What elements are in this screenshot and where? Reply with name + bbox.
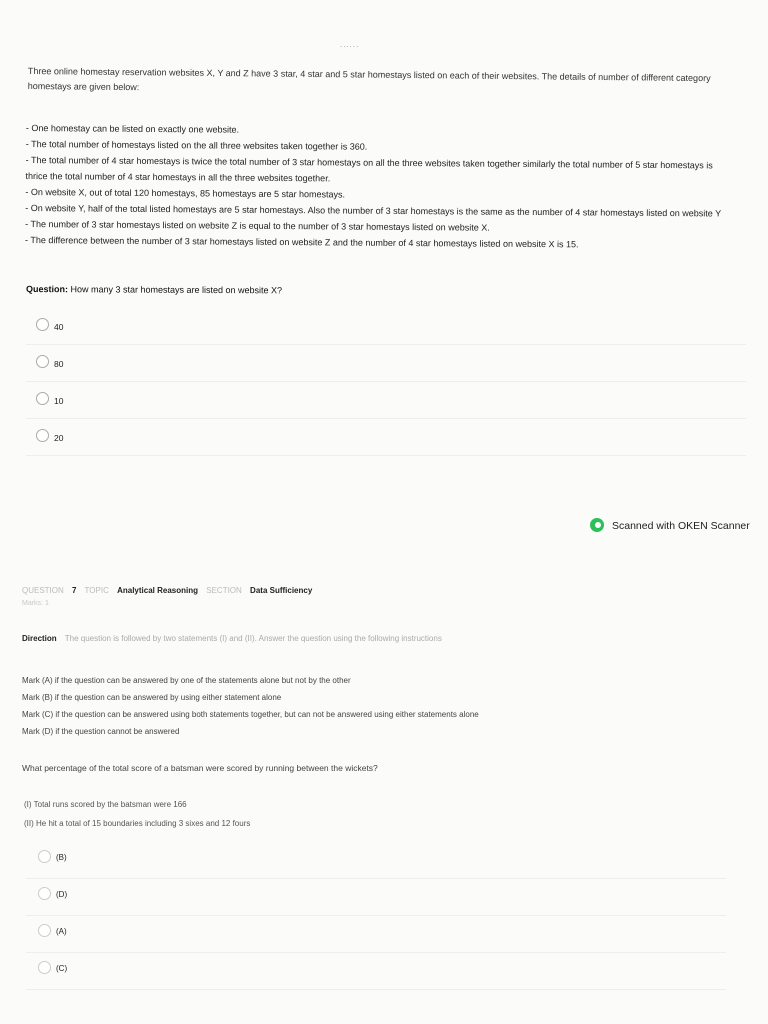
answer-options-2 xyxy=(26,842,726,990)
condition-item: - On website Y, half of the total listed homestays are 5 star homestays. Also the number of 3 star homestays is the same as the number of 4 star homestays listed on website Y xyxy=(25,202,722,219)
marking-rule: Mark (C) if the question can be answered using both statements together, but can not be answered using either statements alone xyxy=(22,710,479,719)
meta-question-label: QUESTION xyxy=(22,586,64,595)
conditions-list xyxy=(25,120,746,254)
answer-option[interactable] xyxy=(26,879,726,916)
meta-section: Data Sufficiency xyxy=(250,586,313,595)
scanner-text: Scanned with OKEN Scanner xyxy=(612,520,750,532)
scanner-watermark xyxy=(590,518,750,534)
radio-button[interactable] xyxy=(38,887,51,900)
answer-option[interactable] xyxy=(26,916,726,953)
marking-rule: Mark (B) if the question can be answered by using either statement alone xyxy=(22,693,282,702)
condition-item: - The total number of homestays listed on the all three websites taken together is 360. xyxy=(25,138,368,152)
marks-label: Marks: 1 xyxy=(22,600,49,607)
top-dots: ...... xyxy=(340,40,360,49)
condition-item: thrice the total number of 4 star homestays in all the three websites together. xyxy=(25,170,331,184)
question-label: Question: xyxy=(25,284,68,295)
option-label: 80 xyxy=(54,359,64,369)
answer-option[interactable] xyxy=(26,345,746,382)
meta-question-number: 7 xyxy=(72,586,77,595)
marking-rule: Mark (D) if the question cannot be answered xyxy=(22,727,180,736)
radio-button[interactable] xyxy=(38,850,51,863)
direction-label: Direction xyxy=(22,634,57,643)
option-label: 10 xyxy=(54,396,64,406)
answer-option[interactable] xyxy=(26,419,746,456)
option-label: 40 xyxy=(54,322,64,332)
radio-button[interactable] xyxy=(36,392,49,405)
question-meta xyxy=(22,586,318,595)
radio-button[interactable] xyxy=(38,961,51,974)
radio-button[interactable] xyxy=(36,355,49,368)
question-2: What percentage of the total score of a batsman were scored by running between the wickets? xyxy=(22,763,378,773)
direction-text: The question is followed by two statements (I) and (II). Answer the question using the following instructions xyxy=(64,634,442,643)
meta-topic-label: TOPIC xyxy=(84,586,109,595)
radio-button[interactable] xyxy=(38,924,51,937)
question-text: How many 3 star homestays are listed on website X? xyxy=(70,284,283,296)
option-label: (C) xyxy=(56,964,68,973)
option-label: (D) xyxy=(56,890,68,899)
statements xyxy=(24,795,250,833)
option-label: 20 xyxy=(54,433,64,443)
statement: (II) He hit a total of 15 boundaries including 3 sixes and 12 fours xyxy=(24,819,251,828)
radio-button[interactable] xyxy=(36,318,49,331)
condition-item: - The total number of 4 star homestays is twice the total number of 3 star homestays on all the three websites taken together similarly the total number of 5 star homestays is xyxy=(25,154,713,171)
direction xyxy=(22,634,442,643)
question-1 xyxy=(26,284,282,295)
intro-line: Three online homestay reservation websites X, Y and Z have 3 star, 4 star and 5 star homestays listed on each of their websites. The details of number of different category xyxy=(27,65,711,84)
intro-line: homestays are given below: xyxy=(27,80,140,93)
answer-option[interactable] xyxy=(26,308,746,345)
marking-rule: Mark (A) if the question can be answered by one of the statements alone but not by the other xyxy=(22,676,351,685)
answer-option[interactable] xyxy=(26,953,726,990)
answer-option[interactable] xyxy=(26,842,726,879)
option-label: (A) xyxy=(56,927,67,936)
statement: (I) Total runs scored by the batsman were 166 xyxy=(24,800,187,809)
condition-item: - On website X, out of total 120 homestays, 85 homestays are 5 star homestays. xyxy=(25,186,346,200)
condition-item: - The number of 3 star homestays listed on website Z is equal to the number of 3 star homestays listed on website X. xyxy=(25,218,490,233)
question-intro xyxy=(28,64,738,101)
meta-section-label: SECTION xyxy=(206,586,242,595)
condition-item: - One homestay can be listed on exactly one website. xyxy=(25,122,240,135)
answer-options-1 xyxy=(26,308,746,456)
meta-topic: Analytical Reasoning xyxy=(117,586,199,595)
option-label: (B) xyxy=(56,853,67,862)
marking-rules xyxy=(22,672,479,740)
radio-button[interactable] xyxy=(36,429,49,442)
answer-option[interactable] xyxy=(26,382,746,419)
scanner-logo-icon xyxy=(590,518,606,534)
condition-item: - The difference between the number of 3 star homestays listed on website Z and the number of 4 star homestays listed on website X is 15. xyxy=(25,234,579,250)
